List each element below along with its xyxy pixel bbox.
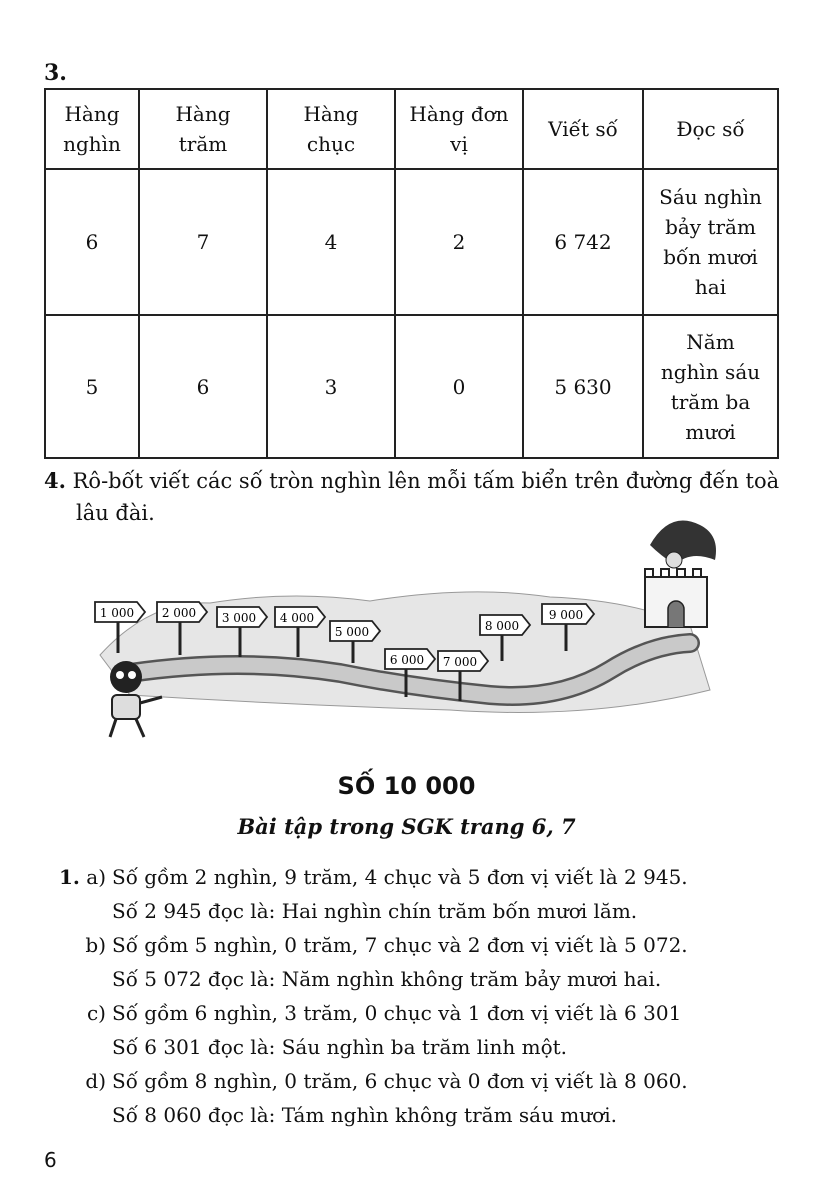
cell-units: 0 <box>395 315 523 458</box>
exercise-4-text: Rô-bốt viết các số tròn nghìn lên mỗi tấm biển trên đường đến toà <box>72 469 780 493</box>
header-tens: Hàng chục <box>267 89 395 169</box>
header-reading: Đọc số <box>643 89 778 169</box>
item-text: Số gồm 8 nghìn, 0 trăm, 6 chục và 0 đơn vị viết là 8 060. <box>112 1069 688 1093</box>
cell-hundreds: 7 <box>139 169 267 315</box>
cell-reading: Năm nghìn sáu trăm ba mươi <box>643 315 778 458</box>
cell-tens: 4 <box>267 169 395 315</box>
item-label: a) <box>86 865 106 889</box>
list-item <box>44 1064 784 1098</box>
castle-icon <box>645 521 716 628</box>
sign-label: 4 000 <box>279 611 315 625</box>
sign-label: 7 000 <box>442 655 478 669</box>
sign-label: 5 000 <box>334 625 370 639</box>
answer-number: 1. <box>59 865 80 889</box>
exercise-4-number: 4. <box>44 468 66 493</box>
list-item <box>44 1030 784 1064</box>
answer-list <box>44 860 784 1132</box>
cell-written: 6 742 <box>523 169 643 315</box>
cell-tens: 3 <box>267 315 395 458</box>
item-text: Số 6 301 đọc là: Sáu nghìn ba trăm linh một. <box>112 1035 568 1059</box>
cell-thousands: 5 <box>45 315 139 458</box>
table-header-row <box>45 89 778 169</box>
list-item <box>44 996 784 1030</box>
item-label: d) <box>85 1069 106 1093</box>
item-text: Số 8 060 đọc là: Tám nghìn không trăm sáu mươi. <box>112 1103 617 1127</box>
sign-label: 8 000 <box>484 619 520 633</box>
cell-units: 2 <box>395 169 523 315</box>
page-number: 6 <box>44 1148 57 1172</box>
header-thousands: Hàng nghìn <box>45 89 139 169</box>
item-text: Số 5 072 đọc là: Năm nghìn không trăm bảy mươi hai. <box>112 967 662 991</box>
exercise-3-number: 3. <box>44 60 67 86</box>
header-units: Hàng đơn vị <box>395 89 523 169</box>
item-label: b) <box>85 933 106 957</box>
sign-label: 9 000 <box>548 608 584 622</box>
list-item <box>44 1098 784 1132</box>
road-illustration <box>90 505 740 755</box>
item-text: Số gồm 5 nghìn, 0 trăm, 7 chục và 2 đơn vị viết là 5 072. <box>112 933 688 957</box>
sign-label: 3 000 <box>221 611 257 625</box>
cell-written: 5 630 <box>523 315 643 458</box>
section-subtitle: Bài tập trong SGK trang 6, 7 <box>237 814 576 839</box>
item-text: Số gồm 6 nghìn, 3 trăm, 0 chục và 1 đơn vị viết là 6 301 <box>112 1001 682 1025</box>
cell-hundreds: 6 <box>139 315 267 458</box>
list-item <box>44 928 784 962</box>
list-item <box>44 962 784 996</box>
list-item <box>44 860 784 894</box>
table-row <box>45 315 778 458</box>
cell-reading: Sáu nghìn bảy trăm bốn mươi hai <box>643 169 778 315</box>
header-hundreds: Hàng trăm <box>139 89 267 169</box>
section-title: SỐ 10 000 <box>337 772 476 800</box>
list-item <box>44 894 784 928</box>
sign-label: 2 000 <box>161 606 197 620</box>
place-value-table <box>44 88 779 459</box>
exercise-4-text-cont: lâu đài. <box>76 501 155 525</box>
table-row <box>45 169 778 315</box>
cell-thousands: 6 <box>45 169 139 315</box>
sign-label: 6 000 <box>389 653 425 667</box>
item-label: c) <box>86 1001 106 1025</box>
item-text: Số gồm 2 nghìn, 9 trăm, 4 chục và 5 đơn vị viết là 2 945. <box>112 865 688 889</box>
sign-label: 1 000 <box>99 606 135 620</box>
item-text: Số 2 945 đọc là: Hai nghìn chín trăm bốn mươi lăm. <box>112 899 638 923</box>
header-written: Viết số <box>523 89 643 169</box>
